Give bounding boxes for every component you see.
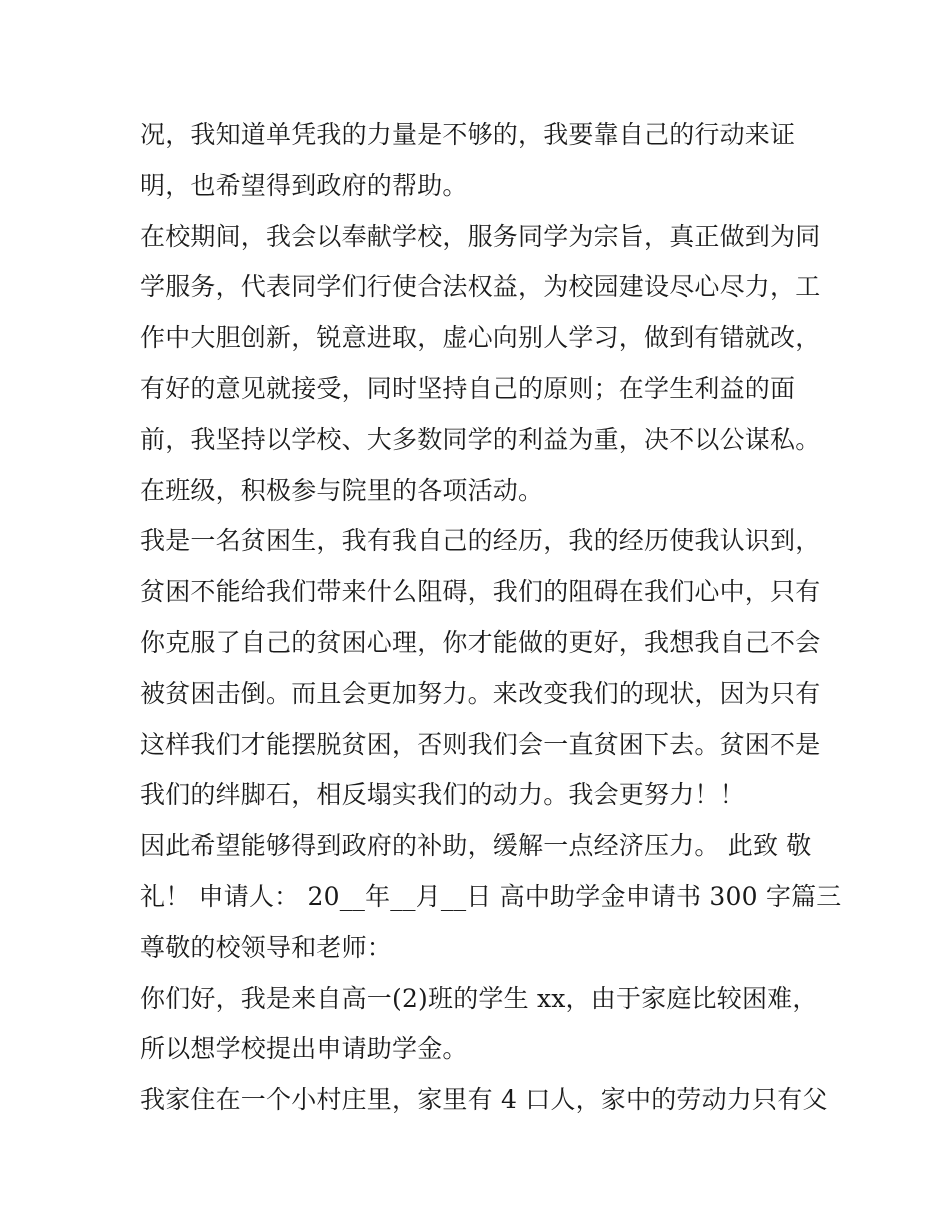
text-line: 因此希望能够得到政府的补助，缓解一点经济压力。 此致 敬 (140, 831, 812, 861)
text-line: 在校期间，我会以奉献学校，服务同学为宗旨，真正做到为同 (140, 221, 821, 251)
text-line: 被贫困击倒。而且会更加努力。来改变我们的现状，因为只有 (140, 678, 821, 708)
text-line: 贫困不能给我们带来什么阻碍，我们的阻碍在我们心中，只有 (140, 577, 821, 607)
text-line: 我是一名贫困生，我有我自己的经历，我的经历使我认识到， (140, 526, 821, 556)
text-line: 所以想学校提出申请助学金。 (140, 1034, 468, 1064)
text-line: 前，我坚持以学校、大多数同学的利益为重，决不以公谋私。 (140, 424, 821, 454)
text-line: 作中大胆创新，锐意进取，虚心向别人学习，做到有错就改， (140, 323, 821, 353)
document-body (140, 110, 842, 1126)
text-line: 有好的意见就接受，同时坚持自己的原则；在学生利益的面 (140, 373, 796, 403)
text-line: 你们好，我是来自高一(2)班的学生 xx，由于家庭比较困难， (140, 983, 818, 1013)
text-line: 学服务，代表同学们行使合法权益，为校园建设尽心尽力，工 (140, 272, 821, 302)
text-line: 这样我们才能摆脱贫困，否则我们会一直贫困下去。贫困不是 (140, 729, 821, 759)
text-line: 在班级，积极参与院里的各项活动。 (140, 475, 544, 505)
text-line: 你克服了自己的贫困心理，你才能做的更好，我想我自己不会 (140, 627, 821, 657)
text-line: 明，也希望得到政府的帮助。 (140, 170, 468, 200)
text-line: 礼！ 申请人： 20__年__月__日 高中助学金申请书 300 字篇三 (140, 881, 842, 911)
text-line: 尊敬的校领导和老师： (140, 932, 393, 962)
text-line: 况，我知道单凭我的力量是不够的，我要靠自己的行动来证 (140, 120, 796, 149)
text-line: 我家住在一个小村庄里，家里有 4 口人，家中的劳动力只有父 (140, 1085, 828, 1115)
text-line: 我们的绊脚石，相反塌实我们的动力。我会更努力！！ (140, 780, 745, 810)
